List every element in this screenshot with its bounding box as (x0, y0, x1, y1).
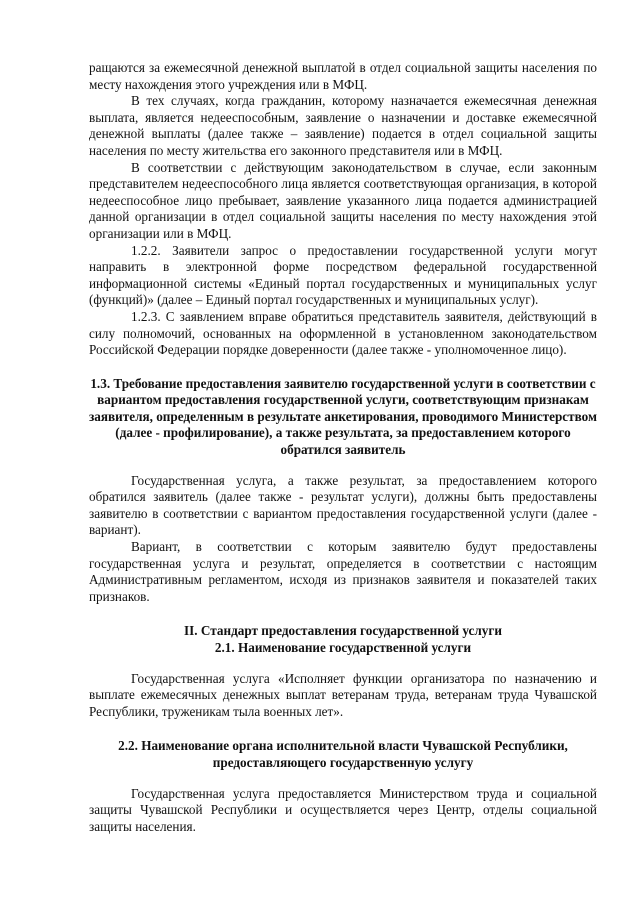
paragraph-continuation: ращаются за ежемесячной денежной выплатой в отдел социальной защиты населения по месту нахождения этого учреждения или в МФЦ. (89, 60, 597, 92)
heading-2-2: 2.2. Наименование органа исполнительной власти Чувашской Республики, предоставляющего государственную услугу (118, 738, 568, 770)
paragraph-1-2-2: 1.2.2. Заявители запрос о предоставлении государственной услуги могут направить в электронной форме посредством федеральной государственной информационной системы «Единый портал государственных и муниципальных услуг (функций)» (далее – Единый портал государственных и муниципальных услуг). (89, 242, 597, 308)
paragraph-1-3-service-result: Государственная услуга, а также результат, за предоставлением которого обратился заявитель (далее также - результат услуги), должны быть предоставлены заявителю в соответствии с вариантом предоставления государственной услуги (далее - вариант). (89, 472, 597, 538)
heading-2-1: 2.1. Наименование государственной услуги (214, 640, 472, 655)
paragraph-1-2-3: 1.2.3. С заявлением вправе обратиться представитель заявителя, действующий в силу полномочий, основанных на оформленной в установленном законодательством Российской Федерации порядке доверенности (далее также - уполномоченное лицо). (89, 308, 597, 358)
paragraph-1-3-variant: Вариант, в соответствии с которым заявителю будут предоставлены государственная услуга и результат, определяется в соответствии с настоящим Административным регламентом, исходя из признаков заявителя и показателей таких признаков. (89, 539, 597, 604)
heading-section-2: II. Стандарт предоставления государственной услуги (184, 623, 502, 639)
paragraph-incapacitated-applicant: В тех случаях, когда гражданин, которому назначается ежемесячная денежная выплата, является недееспособным, заявление о назначении и доставке ежемесячной денежной выплаты (далее также – заявление) подается в отдел социальной защиты населения по месту жительства его законного представителя или в МФЦ. (89, 93, 597, 158)
paragraph-2-2-authority: Государственная услуга предоставляется Министерством труда и социальной защиты Чувашской Республики и осуществляется через Центр, отделы социальной защиты населения. (89, 785, 597, 834)
document-page (89, 60, 597, 835)
paragraph-2-1-service-name: Государственная услуга «Исполняет функции организатора по назначению и выплате ежемесячных денежных выплат ветеранам труда, ветеранам труда Чувашской Республики, труженикам тыла военных лет». (89, 670, 597, 719)
heading-1-3: 1.3. Требование предоставления заявителю государственной услуги в соответствии с вариантом предоставления государственной услуги, соответствующим признакам заявителя, определенным в результате анкетирования, проводимого Министерством (далее - профилирование), а также результата, за предоставлением которого обратился заявитель (89, 375, 597, 458)
paragraph-legal-representative: В соответствии с действующим законодательством в случае, если законным представителем недееспособного лица является соответствующая организация, в которой недееспособное лицо пребывает, заявление указанного лица подается администрацией данной организации в отдел социальной защиты населения по месту нахождения этой организации или в МФЦ. (89, 159, 597, 241)
